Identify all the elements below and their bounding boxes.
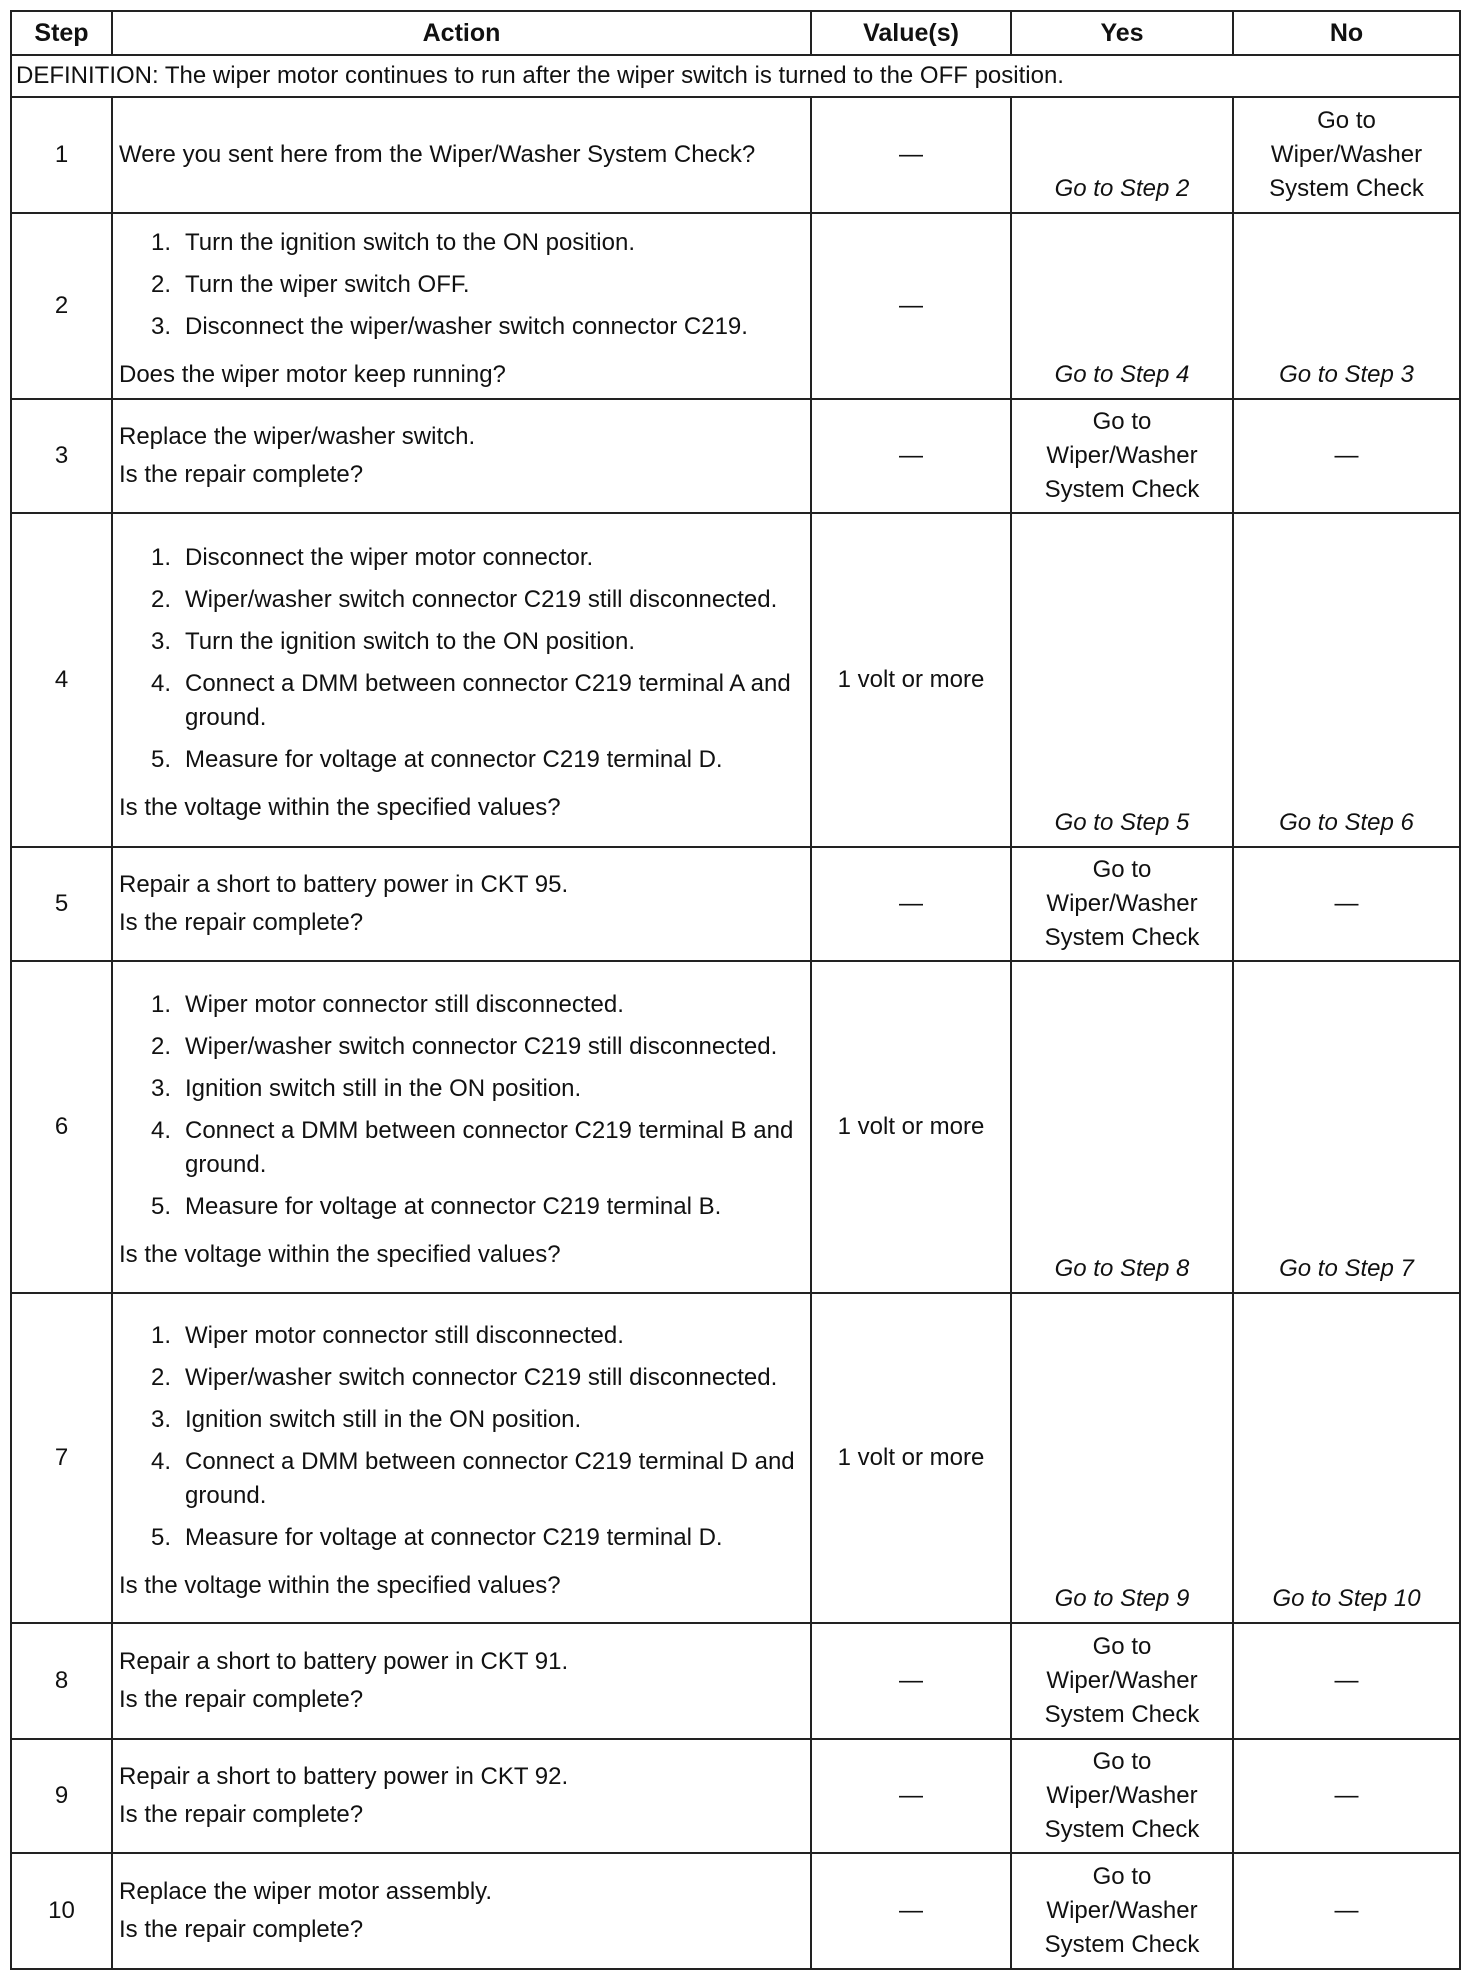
action-cell: [112, 961, 811, 1293]
step-number: 6: [11, 961, 112, 1293]
substep-text: Ignition switch still in the ON position.: [185, 1075, 582, 1102]
step-number: 9: [11, 1739, 112, 1853]
substep-number: 3.: [151, 628, 172, 655]
table-row: [11, 97, 1460, 213]
substep-text: Disconnect the wiper motor connector.: [185, 544, 594, 571]
substep-number: 5.: [151, 746, 172, 773]
no-dash: —: [1334, 442, 1359, 469]
action-line: Is the repair complete?: [119, 1686, 364, 1713]
no-dash: —: [1334, 1897, 1359, 1924]
value-cell: 1 volt or more: [811, 961, 1011, 1293]
substep-number: 2.: [151, 271, 172, 298]
yes-cell: [1011, 97, 1233, 213]
yes-cell: [1011, 399, 1233, 513]
substep-text: Connect a DMM between connector C219 terminal A and ground.: [185, 670, 791, 731]
step-number: 3: [11, 399, 112, 513]
no-cell: [1233, 1623, 1460, 1739]
substep-text: Wiper motor connector still disconnected.: [185, 991, 624, 1018]
no-goto-step: Go to Step 7: [1279, 1255, 1414, 1282]
yes-cell: [1011, 1623, 1233, 1739]
step-number: 5: [11, 847, 112, 961]
substep-text: Turn the ignition switch to the ON position.: [185, 628, 635, 655]
header-action: Action: [112, 11, 811, 55]
action-line: Is the repair complete?: [119, 461, 364, 488]
yes-cell: [1011, 847, 1233, 961]
step-number: 1: [11, 97, 112, 213]
substep-text: Connect a DMM between connector C219 terminal B and ground.: [185, 1117, 794, 1178]
no-cell: [1233, 1293, 1460, 1623]
substep-number: 1.: [151, 1322, 172, 1349]
action-question: Is the voltage within the specified values?: [119, 1572, 561, 1599]
step-number: 2: [11, 213, 112, 399]
no-dash: —: [1334, 890, 1359, 917]
table-row: [11, 513, 1460, 847]
substep: [151, 743, 804, 777]
substep: [151, 226, 804, 260]
substep-list: [119, 1315, 804, 1563]
substep-number: 1.: [151, 544, 172, 571]
substep-text: Wiper/washer switch connector C219 still disconnected.: [185, 586, 778, 613]
no-cell: [1233, 97, 1460, 213]
definition-row: [11, 55, 1460, 97]
substep-number: 2.: [151, 1364, 172, 1391]
substep-text: Measure for voltage at connector C219 terminal D.: [185, 746, 723, 773]
action-cell: [112, 1853, 811, 1969]
no-cell: [1233, 213, 1460, 399]
value-cell: 1 volt or more: [811, 1293, 1011, 1623]
action-line: Repair a short to battery power in CKT 91.: [119, 1648, 569, 1675]
action-line: Repair a short to battery power in CKT 92.: [119, 1763, 569, 1790]
no-dash: —: [1334, 1667, 1359, 1694]
no-cell: [1233, 1739, 1460, 1853]
substep-text: Ignition switch still in the ON position.: [185, 1406, 582, 1433]
yes-goto-system-check: Go to Wiper/Washer System Check: [1044, 856, 1200, 951]
step-number: 10: [11, 1853, 112, 1969]
action-cell: [112, 213, 811, 399]
yes-goto-step: Go to Step 4: [1054, 361, 1190, 388]
yes-cell: [1011, 213, 1233, 399]
no-cell: [1233, 961, 1460, 1293]
substep: [151, 541, 804, 575]
table-row: [11, 1623, 1460, 1739]
header-step: Step: [11, 11, 112, 55]
substep-number: 3.: [151, 313, 172, 340]
table-row: [11, 1293, 1460, 1623]
yes-goto-step: Go to Step 8: [1054, 1255, 1190, 1282]
table-row: [11, 213, 1460, 399]
substep-number: 1.: [151, 229, 172, 256]
no-goto-step: Go to Step 10: [1272, 1585, 1421, 1612]
action-cell: [112, 399, 811, 513]
yes-cell: [1011, 1853, 1233, 1969]
yes-goto-system-check: Go to Wiper/Washer System Check: [1044, 1863, 1200, 1958]
step-number: 8: [11, 1623, 112, 1739]
substep-text: Connect a DMM between connector C219 terminal D and ground.: [185, 1448, 795, 1509]
yes-goto-system-check: Go to Wiper/Washer System Check: [1044, 1633, 1200, 1728]
action-cell: [112, 513, 811, 847]
value-cell: —: [811, 1739, 1011, 1853]
action-line: Were you sent here from the Wiper/Washer System Check?: [119, 141, 756, 168]
substep: [151, 583, 804, 617]
header-no: No: [1233, 11, 1460, 55]
substep-text: Turn the wiper switch OFF.: [185, 271, 470, 298]
substep: [151, 1521, 804, 1555]
substep-list: [119, 222, 804, 352]
substep: [151, 268, 804, 302]
yes-goto-step: Go to Step 2: [1054, 175, 1190, 202]
step-number: 7: [11, 1293, 112, 1623]
substep-number: 2.: [151, 586, 172, 613]
substep-text: Measure for voltage at connector C219 terminal D.: [185, 1524, 723, 1551]
table-row: [11, 1739, 1460, 1853]
substep-number: 4.: [151, 670, 172, 697]
substep-text: Measure for voltage at connector C219 terminal B.: [185, 1193, 722, 1220]
substep-number: 5.: [151, 1524, 172, 1551]
substep-list: [119, 537, 804, 785]
yes-goto-system-check: Go to Wiper/Washer System Check: [1044, 408, 1200, 503]
no-goto-system-check: Go to Wiper/Washer System Check: [1269, 107, 1424, 202]
no-cell: [1233, 399, 1460, 513]
substep-text: Turn the ignition switch to the ON position.: [185, 229, 635, 256]
value-cell: —: [811, 1623, 1011, 1739]
substep-number: 2.: [151, 1033, 172, 1060]
action-line: Is the repair complete?: [119, 1801, 364, 1828]
action-line: Is the repair complete?: [119, 1916, 364, 1943]
no-dash: —: [1334, 1782, 1359, 1809]
value-cell: —: [811, 847, 1011, 961]
value-cell: 1 volt or more: [811, 513, 1011, 847]
yes-goto-system-check: Go to Wiper/Washer System Check: [1044, 1748, 1200, 1843]
yes-cell: [1011, 1739, 1233, 1853]
value-cell: —: [811, 399, 1011, 513]
substep-number: 4.: [151, 1117, 172, 1144]
action-question: Does the wiper motor keep running?: [119, 361, 506, 388]
substep: [151, 667, 804, 735]
substep: [151, 1114, 804, 1182]
value-cell: —: [811, 213, 1011, 399]
action-cell: [112, 847, 811, 961]
action-line: Is the repair complete?: [119, 909, 364, 936]
action-cell: [112, 1739, 811, 1853]
substep-list: [119, 984, 804, 1232]
substep-number: 4.: [151, 1448, 172, 1475]
yes-goto-step: Go to Step 5: [1054, 809, 1190, 836]
substep: [151, 1319, 804, 1353]
substep-text: Wiper/washer switch connector C219 still disconnected.: [185, 1033, 778, 1060]
substep: [151, 1030, 804, 1064]
action-cell: [112, 97, 811, 213]
step-number: 4: [11, 513, 112, 847]
table-row: [11, 961, 1460, 1293]
yes-goto-step: Go to Step 9: [1054, 1585, 1190, 1612]
substep-number: 3.: [151, 1406, 172, 1433]
yes-cell: [1011, 513, 1233, 847]
table-row: [11, 847, 1460, 961]
action-cell: [112, 1293, 811, 1623]
substep-text: Disconnect the wiper/washer switch connector C219.: [185, 313, 748, 340]
no-cell: [1233, 1853, 1460, 1969]
substep: [151, 625, 804, 659]
substep: [151, 310, 804, 344]
no-goto-step: Go to Step 6: [1279, 809, 1414, 836]
table-row: [11, 1853, 1460, 1969]
yes-cell: [1011, 1293, 1233, 1623]
no-cell: [1233, 513, 1460, 847]
header-row: [11, 11, 1460, 55]
substep: [151, 1361, 804, 1395]
no-cell: [1233, 847, 1460, 961]
substep: [151, 1072, 804, 1106]
table-row: [11, 399, 1460, 513]
yes-cell: [1011, 961, 1233, 1293]
substep: [151, 1403, 804, 1437]
substep: [151, 988, 804, 1022]
substep-number: 3.: [151, 1075, 172, 1102]
substep-text: Wiper/washer switch connector C219 still disconnected.: [185, 1364, 778, 1391]
value-cell: —: [811, 1853, 1011, 1969]
action-cell: [112, 1623, 811, 1739]
substep-number: 5.: [151, 1193, 172, 1220]
header-yes: Yes: [1011, 11, 1233, 55]
diagnostic-table: [10, 10, 1461, 1970]
substep-number: 1.: [151, 991, 172, 1018]
substep: [151, 1445, 804, 1513]
action-line: Replace the wiper motor assembly.: [119, 1878, 493, 1905]
action-question: Is the voltage within the specified values?: [119, 794, 561, 821]
no-goto-step: Go to Step 3: [1279, 361, 1414, 388]
substep: [151, 1190, 804, 1224]
action-line: Replace the wiper/washer switch.: [119, 423, 476, 450]
action-question: Is the voltage within the specified values?: [119, 1241, 561, 1268]
value-cell: —: [811, 97, 1011, 213]
substep-text: Wiper motor connector still disconnected.: [185, 1322, 624, 1349]
definition-text: DEFINITION: The wiper motor continues to run after the wiper switch is turned to the OFF position.: [11, 55, 1460, 97]
action-line: Repair a short to battery power in CKT 95.: [119, 871, 569, 898]
header-values: Value(s): [811, 11, 1011, 55]
